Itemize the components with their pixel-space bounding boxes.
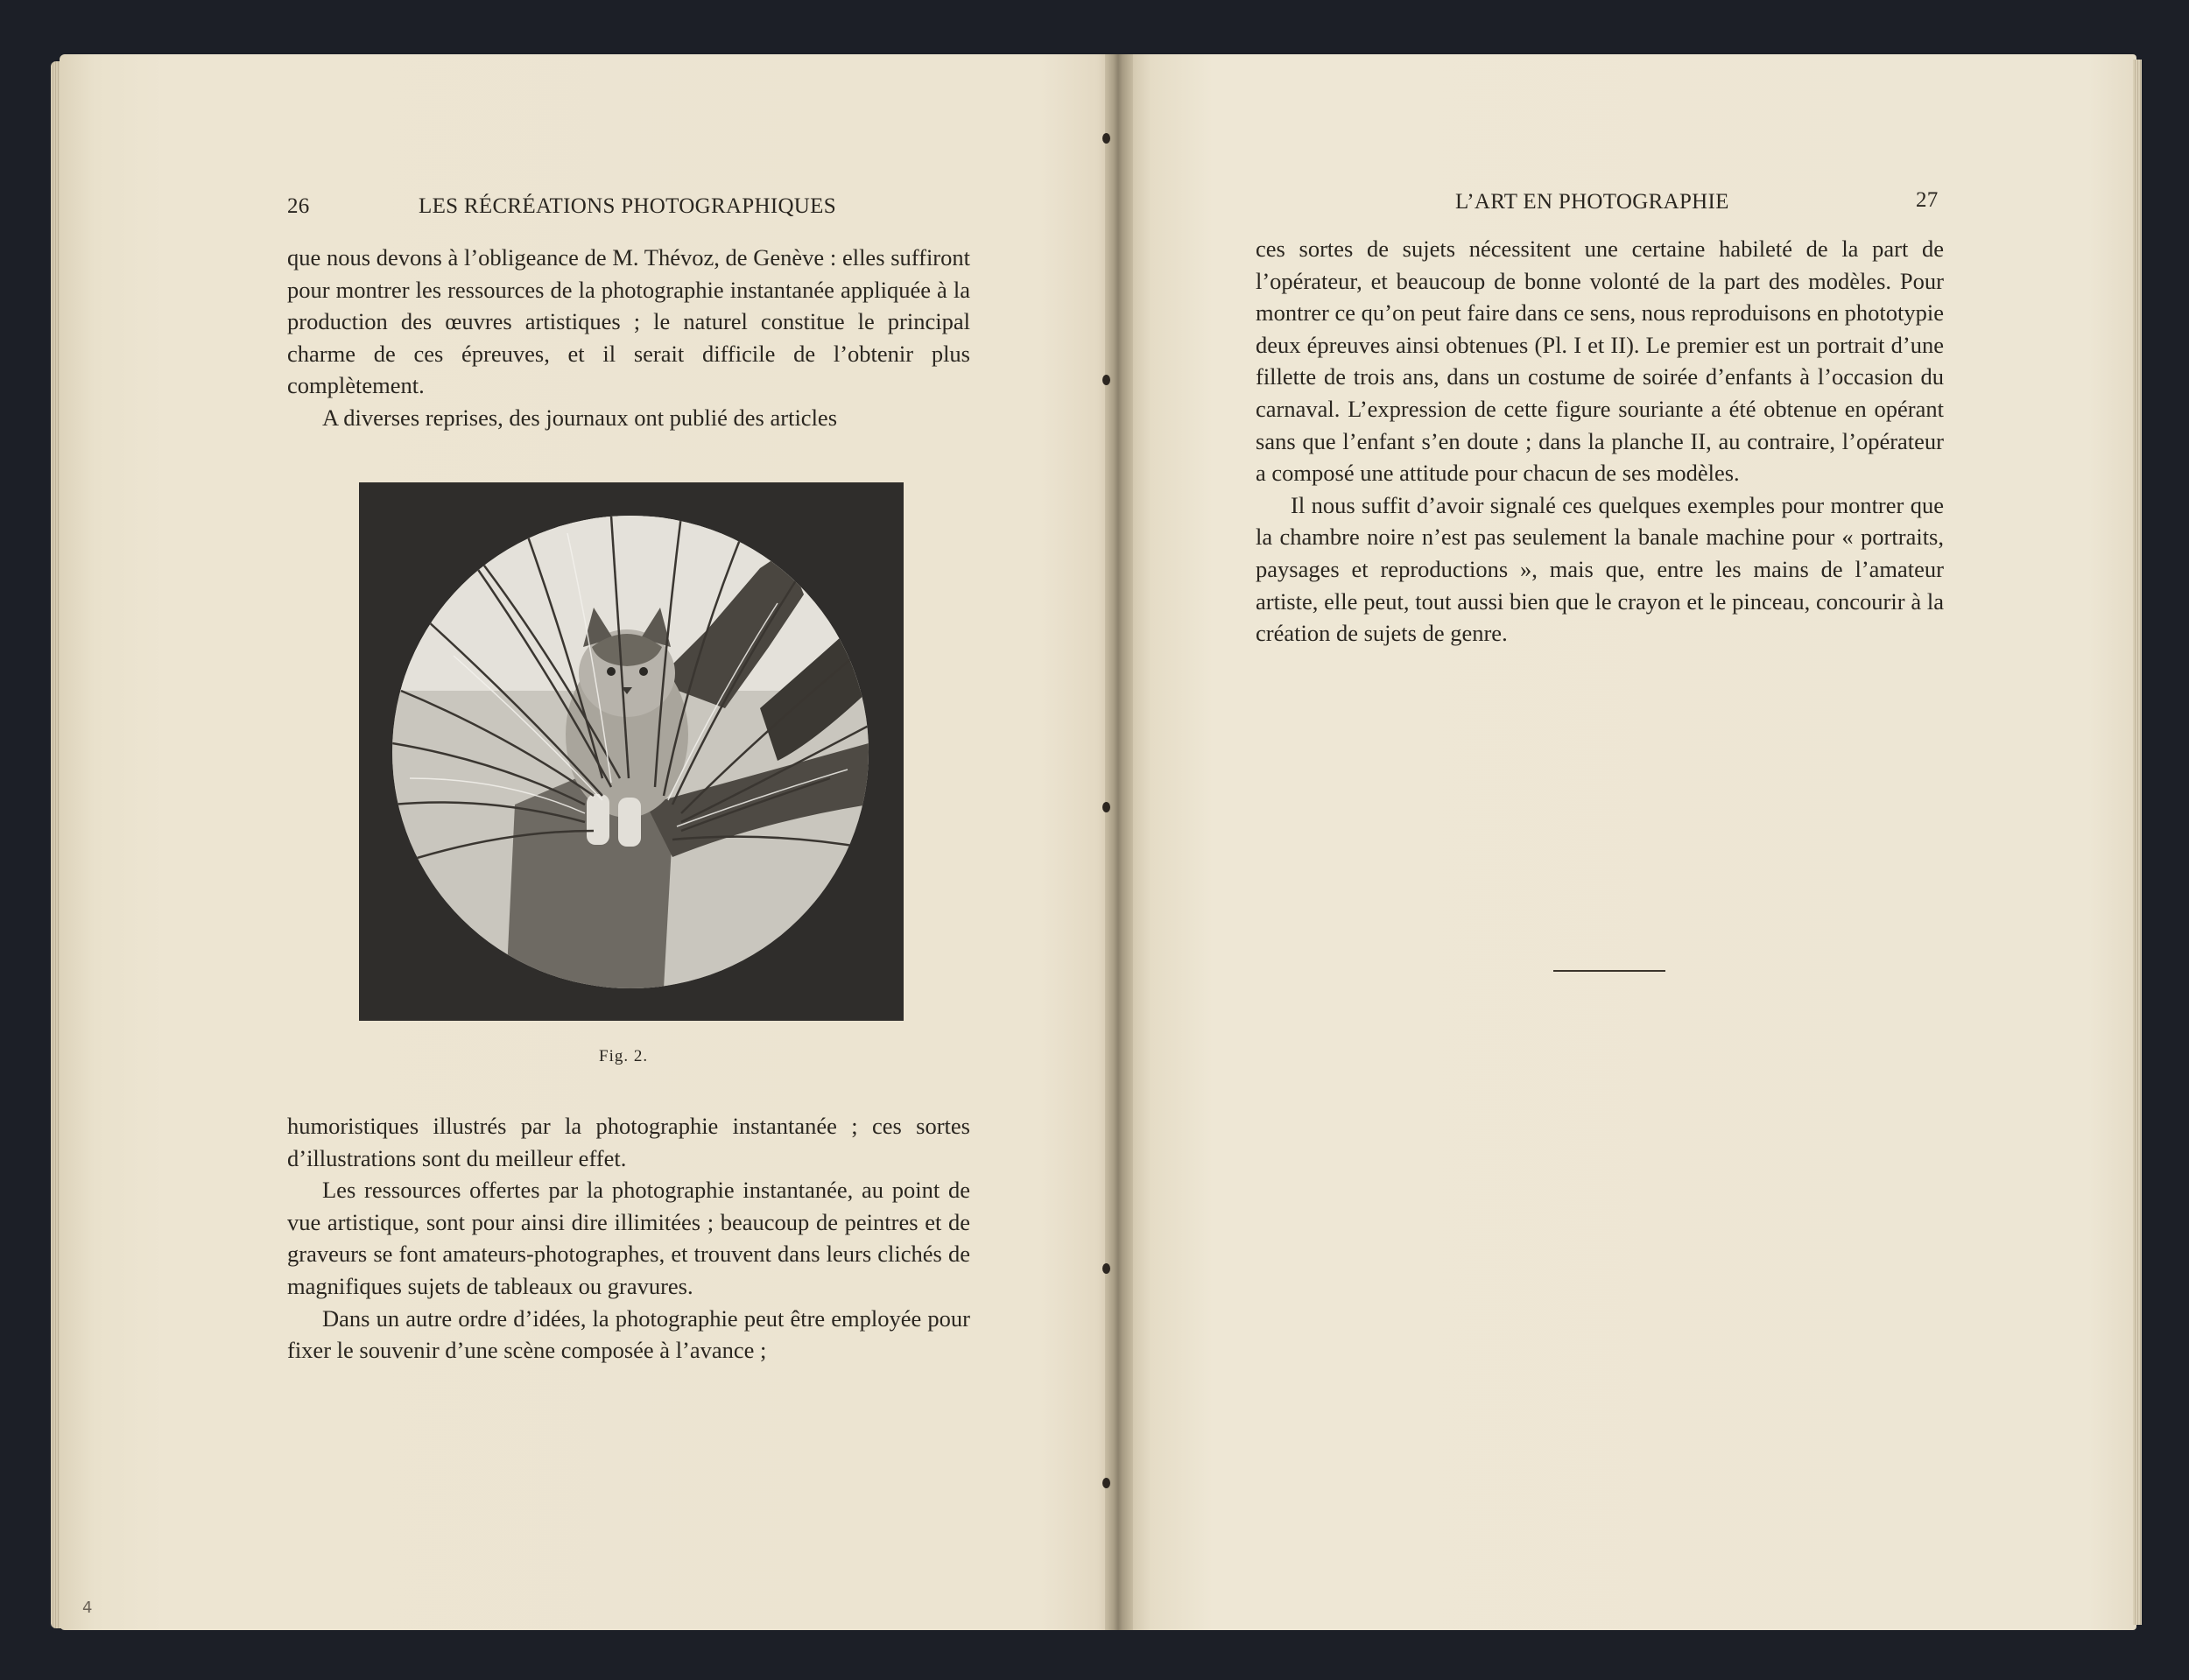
right-text	[1256, 233, 1944, 650]
binding-stitch	[1102, 1263, 1110, 1274]
binding-stitch	[1102, 802, 1110, 812]
left-text-bottom	[287, 1110, 970, 1367]
paragraph: Il nous suffit d’avoir signalé ces quelques exemples pour montrer que la chambre noire n’est pas seulement la banale machine pour « portraits, paysages et reproductions », mais que, entre les mains de l’amateur artiste, elle peut, tout aussi bien que le crayon et le pinceau, concourir à la création de sujets de genre.	[1256, 491, 1944, 647]
figure-2-photograph	[359, 482, 904, 1021]
paragraph: Dans un autre ordre d’idées, la photographie peut être employée pour fixer le souvenir d’une scène composée à l’avance ;	[287, 1304, 970, 1364]
pencil-margin-mark: 4	[82, 1599, 93, 1617]
right-page-edge	[2133, 60, 2142, 1625]
left-text-top	[287, 242, 970, 434]
cat-in-tree-photo-icon	[392, 516, 869, 988]
binding-stitch	[1102, 133, 1110, 144]
left-running-title: LES RÉCRÉATIONS PHOTOGRAPHIQUES	[419, 194, 836, 218]
paragraph: ces sortes de sujets nécessitent une certaine habileté de la part de l’opérateur, et beaucoup de bonne volonté de la part des modèles. Pour montrer ce qu’on peut faire dans ce sens, nous reproduisons en phototypie deux épreuves ainsi obtenues (Pl. I et II). Le premier est un portrait d’une fillette de trois ans, dans un costume de soirée d’enfants à l’occasion du carnaval. L’expression de cette figure souriante a été obtenue en opérant sans que l’enfant s’en doute ; dans la planche II, au contraire, l’opérateur a composé une attitude pour chacun de ses modèles.	[1256, 235, 1944, 487]
paragraph: que nous devons à l’obligeance de M. Thévoz, de Genève : elles suffiront pour montrer les ressources de la photographie instantanée appliquée à la production des œuvres artistiques ; le naturel constitue le principal charme de ces épreuves, et il serait difficile de l’obtenir plus complètement.	[287, 244, 970, 399]
paragraph: Les ressources offertes par la photographie instantanée, au point de vue artistique, sont pour ainsi dire illimitées ; beaucoup de peintres et de graveurs se font amateurs-photographes, et trouvent dans leurs clichés de magnifiques sujets de tableaux ou gravures.	[287, 1177, 970, 1299]
binding-stitch	[1102, 375, 1110, 385]
right-page-number: 27	[1916, 188, 1939, 212]
figure-caption: Fig. 2.	[599, 1047, 649, 1065]
right-running-title: L’ART EN PHOTOGRAPHIE	[1455, 190, 1729, 214]
section-end-rule	[1553, 970, 1665, 972]
binding-stitch	[1102, 1478, 1110, 1488]
left-page-number: 26	[287, 194, 310, 218]
paragraph: A diverses reprises, des journaux ont publié des articles	[322, 404, 838, 431]
book-gutter	[1105, 54, 1133, 1630]
paragraph: humoristiques illustrés par la photographie instantanée ; ces sortes d’illustrations sont du meilleur effet.	[287, 1113, 970, 1171]
